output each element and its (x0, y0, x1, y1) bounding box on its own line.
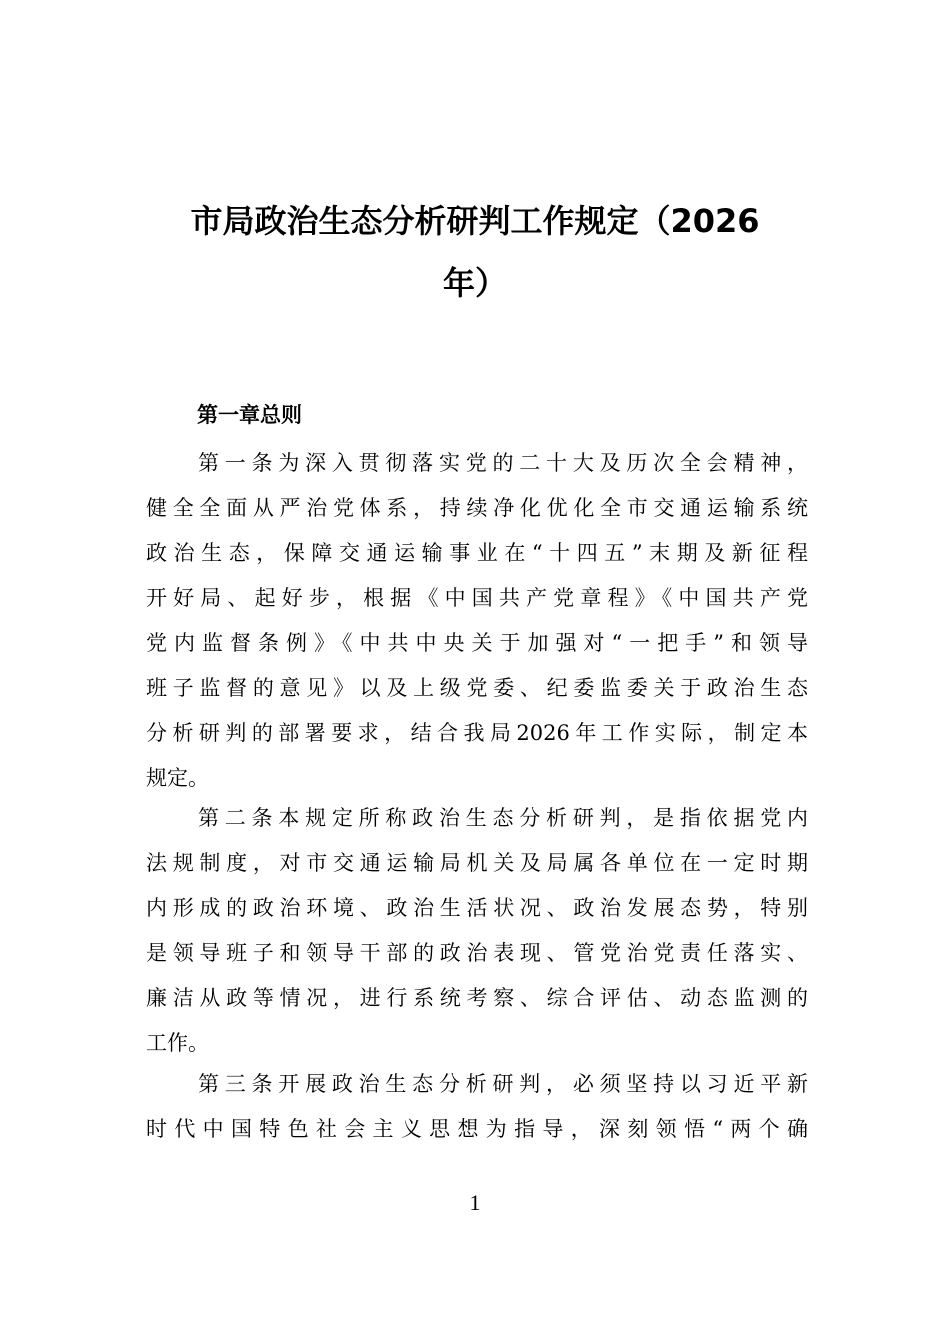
paragraph-line: 规定。 (146, 766, 209, 790)
paragraph-line: 分析研判的部署要求，结合我局2026年工作实际，制定本 (146, 721, 808, 745)
paragraph-line: 健全全面从严治党体系，持续净化优化全市交通运输系统 (146, 496, 808, 520)
paragraph-line: 班子监督的意见》以及上级党委、纪委监委关于政治生态 (146, 676, 808, 700)
paragraph-line: 政治生态，保障交通运输事业在“十四五”末期及新征程 (146, 541, 808, 565)
paragraph-line: 是领导班子和领导干部的政治表现、管党治党责任落实、 (146, 941, 808, 965)
page-number: 1 (469, 1190, 481, 1215)
title-line: 市局政治生态分析研判工作规定（2026 (190, 202, 760, 240)
paragraph-line: 时代中国特色社会主义思想为指导，深刻领悟“两个确 (146, 1117, 808, 1141)
article-2-paragraph (146, 796, 808, 1066)
paragraph-line: 工作。 (146, 1031, 209, 1055)
paragraph-line: 开好局、起好步，根据《中国共产党章程》《中国共产党 (146, 586, 808, 610)
chapter-heading: 第一章总则 (197, 403, 302, 427)
paragraph-line: 第二条本规定所称政治生态分析研判，是指依据党内 (198, 806, 808, 830)
paragraph-line: 第一条为深入贯彻落实党的二十大及历次全会精神， (198, 451, 808, 475)
article-1-paragraph (146, 441, 808, 801)
paragraph-line: 党内监督条例》《中共中央关于加强对“一把手”和领导 (146, 631, 808, 655)
paragraph-line: 内形成的政治环境、政治生活状况、政治发展态势，特别 (146, 896, 808, 920)
title-line: 年） (442, 264, 507, 302)
paragraph-line: 廉洁从政等情况，进行系统考察、综合评估、动态监测的 (146, 986, 808, 1010)
document-title (150, 190, 800, 314)
paragraph-line: 第三条开展政治生态分析研判，必须坚持以习近平新 (198, 1072, 808, 1096)
article-3-paragraph (146, 1062, 808, 1152)
paragraph-line: 法规制度，对市交通运输局机关及局属各单位在一定时期 (146, 851, 808, 875)
